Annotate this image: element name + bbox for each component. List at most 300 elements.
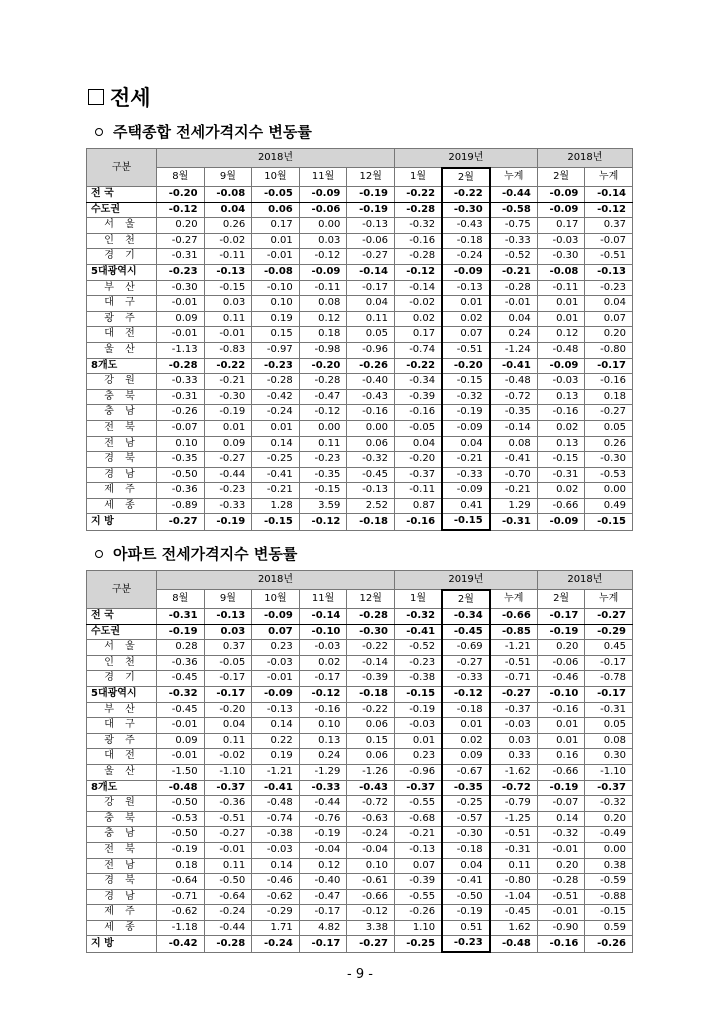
region-label: 울 산 (87, 342, 157, 358)
value-cell: -1.26 (347, 764, 395, 780)
value-cell: -0.34 (394, 374, 442, 390)
value-cell: 0.13 (299, 733, 347, 749)
value-cell: 0.13 (537, 436, 585, 452)
value-cell: -0.62 (252, 889, 300, 905)
value-cell: -0.11 (394, 483, 442, 499)
region-label: 경 남 (87, 467, 157, 483)
region-label: 경 북 (87, 452, 157, 468)
value-cell: -0.18 (442, 842, 490, 858)
value-cell: 0.11 (204, 858, 252, 874)
table-row (87, 842, 633, 858)
value-cell: -0.12 (442, 686, 490, 702)
value-cell: 1.10 (394, 920, 442, 936)
value-cell: -0.03 (490, 718, 538, 734)
table-row (87, 483, 633, 499)
value-cell: -0.31 (157, 389, 205, 405)
value-cell: -0.09 (299, 187, 347, 203)
value-cell: -0.07 (585, 233, 633, 249)
value-cell: 0.17 (537, 218, 585, 234)
value-cell: -0.39 (394, 389, 442, 405)
region-label: 대 전 (87, 749, 157, 765)
header-month: 11월 (299, 168, 347, 187)
value-cell: -0.09 (299, 264, 347, 280)
value-cell: -0.45 (157, 702, 205, 718)
value-cell: -0.02 (394, 296, 442, 312)
value-cell: -0.20 (157, 187, 205, 203)
value-cell: 0.03 (204, 296, 252, 312)
value-cell: 0.10 (157, 436, 205, 452)
header-month: 누계 (490, 168, 538, 187)
value-cell: -0.19 (347, 202, 395, 218)
value-cell: 0.01 (442, 296, 490, 312)
value-cell: -0.42 (157, 936, 205, 952)
header-corner: 구분 (87, 149, 157, 187)
header-month: 8월 (157, 590, 205, 609)
value-cell: -0.13 (442, 280, 490, 296)
value-cell: 0.14 (537, 811, 585, 827)
value-cell: -0.35 (299, 467, 347, 483)
value-cell: -0.66 (537, 498, 585, 514)
value-cell: -0.02 (204, 233, 252, 249)
value-cell: -0.66 (347, 889, 395, 905)
value-cell: 2.52 (347, 498, 395, 514)
table-row (87, 233, 633, 249)
value-cell: -0.35 (157, 452, 205, 468)
value-cell: -0.16 (537, 936, 585, 952)
value-cell: -0.29 (585, 624, 633, 640)
table-row (87, 436, 633, 452)
value-cell: 0.05 (585, 420, 633, 436)
header-year: 2019년 (394, 149, 537, 168)
value-cell: -0.48 (537, 342, 585, 358)
value-cell: -1.62 (490, 764, 538, 780)
value-cell: -1.10 (585, 764, 633, 780)
value-cell: -0.74 (252, 811, 300, 827)
table-row (87, 858, 633, 874)
value-cell: -0.27 (204, 827, 252, 843)
value-cell: -0.15 (442, 374, 490, 390)
value-cell: -0.31 (157, 249, 205, 265)
table-row (87, 702, 633, 718)
region-label: 충 북 (87, 389, 157, 405)
value-cell: -0.38 (394, 671, 442, 687)
value-cell: 0.07 (585, 311, 633, 327)
value-cell: -0.28 (394, 202, 442, 218)
value-cell: -0.01 (204, 327, 252, 343)
value-cell: 0.08 (585, 733, 633, 749)
value-cell: -0.46 (252, 874, 300, 890)
table-row (87, 874, 633, 890)
region-label: 전 국 (87, 609, 157, 625)
value-cell: -0.01 (490, 296, 538, 312)
header-month: 11월 (299, 590, 347, 609)
value-cell: -0.26 (157, 405, 205, 421)
value-cell: -0.32 (347, 452, 395, 468)
value-cell: -0.17 (537, 609, 585, 625)
value-cell: -0.20 (299, 358, 347, 374)
value-cell: 0.03 (490, 733, 538, 749)
table-row (87, 796, 633, 812)
value-cell: -0.37 (394, 467, 442, 483)
value-cell: 0.19 (252, 311, 300, 327)
value-cell: -0.37 (490, 702, 538, 718)
table-row (87, 609, 633, 625)
value-cell: -0.28 (347, 609, 395, 625)
value-cell: -1.24 (490, 342, 538, 358)
value-cell: -0.47 (299, 389, 347, 405)
table-1-title (95, 121, 312, 142)
value-cell: 0.18 (299, 327, 347, 343)
value-cell: -0.71 (157, 889, 205, 905)
value-cell: -0.11 (537, 280, 585, 296)
header-year: 2018년 (537, 149, 632, 168)
value-cell: -0.23 (252, 358, 300, 374)
value-cell: -0.08 (537, 264, 585, 280)
value-cell: -0.71 (490, 671, 538, 687)
value-cell: 0.04 (204, 202, 252, 218)
value-cell: 0.11 (204, 733, 252, 749)
value-cell: 0.23 (394, 749, 442, 765)
value-cell: -0.12 (157, 202, 205, 218)
value-cell: -0.24 (442, 249, 490, 265)
region-label: 5대광역시 (87, 686, 157, 702)
value-cell: -0.52 (394, 640, 442, 656)
value-cell: -0.70 (490, 467, 538, 483)
header-years-row (87, 149, 633, 168)
value-cell: 0.02 (442, 733, 490, 749)
value-cell: -0.24 (347, 827, 395, 843)
table-row (87, 202, 633, 218)
value-cell: -0.27 (347, 936, 395, 952)
value-cell: -0.79 (490, 796, 538, 812)
value-cell: -0.41 (490, 358, 538, 374)
value-cell: -0.53 (585, 467, 633, 483)
value-cell: -0.31 (490, 842, 538, 858)
region-label: 인 천 (87, 655, 157, 671)
value-cell: -0.16 (537, 702, 585, 718)
value-cell: 0.12 (299, 858, 347, 874)
table-row (87, 905, 633, 921)
value-cell: -1.50 (157, 764, 205, 780)
region-label: 수도권 (87, 202, 157, 218)
value-cell: -0.28 (157, 358, 205, 374)
value-cell: 0.10 (299, 718, 347, 734)
value-cell: -0.80 (585, 342, 633, 358)
value-cell: -0.38 (252, 827, 300, 843)
value-cell: -0.19 (442, 405, 490, 421)
value-cell: -0.02 (204, 749, 252, 765)
value-cell: -0.12 (585, 202, 633, 218)
value-cell: -0.75 (490, 218, 538, 234)
value-cell: 0.51 (442, 920, 490, 936)
value-cell: -0.21 (442, 452, 490, 468)
value-cell: -0.14 (585, 187, 633, 203)
value-cell: -0.51 (442, 342, 490, 358)
value-cell: -0.09 (537, 202, 585, 218)
housing-jeonse-table (86, 148, 633, 531)
value-cell: 0.04 (442, 436, 490, 452)
region-label: 세 종 (87, 920, 157, 936)
value-cell: -0.61 (347, 874, 395, 890)
value-cell: -0.48 (490, 374, 538, 390)
value-cell: 0.10 (252, 296, 300, 312)
value-cell: -0.09 (537, 187, 585, 203)
value-cell: -0.19 (157, 842, 205, 858)
header-year: 2019년 (394, 571, 537, 590)
region-label: 인 천 (87, 233, 157, 249)
circle-bullet-icon (95, 128, 103, 136)
value-cell: 0.09 (157, 733, 205, 749)
value-cell: -0.01 (157, 749, 205, 765)
table-row (87, 467, 633, 483)
value-cell: -0.27 (585, 609, 633, 625)
value-cell: -0.35 (490, 405, 538, 421)
value-cell: -0.19 (299, 827, 347, 843)
value-cell: -0.01 (252, 671, 300, 687)
value-cell: -0.06 (347, 233, 395, 249)
value-cell: -0.08 (204, 187, 252, 203)
value-cell: 0.04 (204, 718, 252, 734)
table-row (87, 264, 633, 280)
region-label: 8개도 (87, 358, 157, 374)
value-cell: 0.08 (299, 296, 347, 312)
value-cell: 0.01 (537, 296, 585, 312)
region-label: 경 남 (87, 889, 157, 905)
value-cell: -0.72 (490, 389, 538, 405)
header-month: 9월 (204, 590, 252, 609)
header-month: 2월 (537, 590, 585, 609)
value-cell: -0.33 (299, 780, 347, 796)
value-cell: -0.19 (442, 905, 490, 921)
value-cell: -0.21 (490, 483, 538, 499)
value-cell: -0.23 (442, 936, 490, 952)
value-cell: -0.36 (204, 796, 252, 812)
value-cell: -0.04 (347, 842, 395, 858)
region-label: 광 주 (87, 311, 157, 327)
header-month: 누계 (490, 590, 538, 609)
value-cell: -0.01 (537, 842, 585, 858)
value-cell: -0.19 (204, 514, 252, 530)
value-cell: -0.30 (442, 827, 490, 843)
value-cell: -0.31 (585, 702, 633, 718)
value-cell: -0.59 (585, 874, 633, 890)
value-cell: -0.50 (157, 796, 205, 812)
value-cell: -0.14 (347, 264, 395, 280)
region-label: 울 산 (87, 764, 157, 780)
value-cell: 0.11 (347, 311, 395, 327)
value-cell: -0.24 (204, 905, 252, 921)
value-cell: -0.17 (204, 671, 252, 687)
value-cell: -0.55 (394, 889, 442, 905)
value-cell: -0.25 (394, 936, 442, 952)
value-cell: -0.51 (585, 249, 633, 265)
section-title (88, 82, 151, 112)
value-cell: 0.04 (442, 858, 490, 874)
value-cell: -0.22 (347, 702, 395, 718)
value-cell: -0.19 (394, 702, 442, 718)
value-cell: -0.68 (394, 811, 442, 827)
value-cell: -0.17 (585, 358, 633, 374)
table-row (87, 671, 633, 687)
value-cell: -0.21 (490, 264, 538, 280)
value-cell: 0.18 (585, 389, 633, 405)
value-cell: -0.39 (347, 671, 395, 687)
value-cell: 0.11 (490, 858, 538, 874)
region-label: 전 북 (87, 420, 157, 436)
value-cell: -0.44 (299, 796, 347, 812)
value-cell: 0.01 (394, 733, 442, 749)
header-months-row (87, 168, 633, 187)
region-label: 5대광역시 (87, 264, 157, 280)
table-row (87, 780, 633, 796)
value-cell: -0.17 (299, 936, 347, 952)
value-cell: -0.26 (585, 936, 633, 952)
value-cell: -0.50 (204, 874, 252, 890)
value-cell: -0.31 (537, 467, 585, 483)
value-cell: -0.26 (394, 905, 442, 921)
value-cell: -0.64 (157, 874, 205, 890)
value-cell: -0.57 (442, 811, 490, 827)
value-cell: -0.25 (252, 452, 300, 468)
value-cell: 0.01 (442, 718, 490, 734)
value-cell: -0.18 (442, 702, 490, 718)
value-cell: -0.23 (299, 452, 347, 468)
header-month: 누계 (585, 590, 633, 609)
value-cell: 0.20 (157, 218, 205, 234)
value-cell: -0.12 (347, 905, 395, 921)
value-cell: -0.32 (394, 609, 442, 625)
value-cell: -0.49 (585, 827, 633, 843)
value-cell: -0.88 (585, 889, 633, 905)
value-cell: -0.19 (347, 187, 395, 203)
value-cell: -0.30 (204, 389, 252, 405)
value-cell: -0.37 (394, 780, 442, 796)
value-cell: -0.15 (585, 514, 633, 530)
value-cell: -0.41 (442, 874, 490, 890)
value-cell: 0.15 (347, 733, 395, 749)
value-cell: -0.41 (490, 452, 538, 468)
value-cell: 0.03 (299, 233, 347, 249)
value-cell: -0.09 (252, 686, 300, 702)
value-cell: 0.14 (252, 858, 300, 874)
table-row (87, 327, 633, 343)
value-cell: 0.37 (204, 640, 252, 656)
value-cell: -0.43 (347, 389, 395, 405)
value-cell: -0.31 (157, 609, 205, 625)
value-cell: -0.37 (585, 780, 633, 796)
value-cell: -0.23 (157, 264, 205, 280)
value-cell: -0.16 (394, 405, 442, 421)
value-cell: -0.15 (252, 514, 300, 530)
value-cell: -0.35 (442, 780, 490, 796)
value-cell: 0.14 (252, 436, 300, 452)
table-row (87, 811, 633, 827)
header-month: 2월 (442, 590, 490, 609)
value-cell: -0.06 (537, 655, 585, 671)
region-label: 경 기 (87, 249, 157, 265)
value-cell: -0.14 (347, 655, 395, 671)
value-cell: 0.08 (490, 436, 538, 452)
value-cell: -0.18 (347, 686, 395, 702)
value-cell: -0.28 (204, 936, 252, 952)
value-cell: -0.41 (252, 467, 300, 483)
value-cell: -0.17 (585, 655, 633, 671)
table-1-title-text: 주택종합 전세가격지수 변동률 (113, 123, 312, 141)
header-month: 10월 (252, 168, 300, 187)
value-cell: -0.45 (347, 467, 395, 483)
region-label: 충 남 (87, 827, 157, 843)
value-cell: -0.05 (394, 420, 442, 436)
value-cell: -0.33 (204, 498, 252, 514)
header-month: 9월 (204, 168, 252, 187)
value-cell: -0.44 (204, 920, 252, 936)
value-cell: -0.08 (252, 264, 300, 280)
value-cell: 0.26 (204, 218, 252, 234)
table-row (87, 624, 633, 640)
value-cell: -0.28 (252, 374, 300, 390)
value-cell: -0.03 (537, 233, 585, 249)
value-cell: -0.43 (347, 780, 395, 796)
region-label: 서 울 (87, 218, 157, 234)
apartment-jeonse-table (86, 570, 633, 953)
value-cell: 0.05 (347, 327, 395, 343)
value-cell: -0.14 (490, 420, 538, 436)
table-row (87, 311, 633, 327)
value-cell: -0.42 (252, 389, 300, 405)
table-row (87, 296, 633, 312)
value-cell: 0.00 (299, 420, 347, 436)
value-cell: -0.01 (252, 249, 300, 265)
value-cell: -0.50 (157, 467, 205, 483)
value-cell: -0.03 (252, 842, 300, 858)
value-cell: 0.04 (394, 436, 442, 452)
value-cell: -0.03 (252, 655, 300, 671)
value-cell: -0.28 (490, 280, 538, 296)
value-cell: -0.32 (537, 827, 585, 843)
region-label: 수도권 (87, 624, 157, 640)
value-cell: -0.72 (490, 780, 538, 796)
table-row (87, 420, 633, 436)
value-cell: -0.15 (394, 686, 442, 702)
value-cell: 0.24 (299, 749, 347, 765)
value-cell: -0.19 (204, 405, 252, 421)
region-label: 강 원 (87, 796, 157, 812)
value-cell: 0.13 (537, 389, 585, 405)
value-cell: 0.04 (347, 296, 395, 312)
header-month: 2월 (442, 168, 490, 187)
value-cell: 1.62 (490, 920, 538, 936)
section-title-text: 전세 (110, 86, 151, 110)
value-cell: -0.36 (157, 483, 205, 499)
table-row (87, 718, 633, 734)
value-cell: -0.16 (394, 233, 442, 249)
value-cell: 0.23 (252, 640, 300, 656)
table-row (87, 920, 633, 936)
value-cell: -0.53 (157, 811, 205, 827)
value-cell: -0.03 (299, 640, 347, 656)
value-cell: -0.13 (204, 609, 252, 625)
value-cell: -0.21 (204, 374, 252, 390)
value-cell: -0.15 (299, 483, 347, 499)
value-cell: -0.13 (347, 218, 395, 234)
value-cell: -0.16 (585, 374, 633, 390)
value-cell: -0.63 (347, 811, 395, 827)
value-cell: -0.45 (490, 905, 538, 921)
value-cell: -0.04 (299, 842, 347, 858)
value-cell: 0.09 (442, 749, 490, 765)
value-cell: 0.07 (394, 858, 442, 874)
value-cell: -0.22 (204, 358, 252, 374)
